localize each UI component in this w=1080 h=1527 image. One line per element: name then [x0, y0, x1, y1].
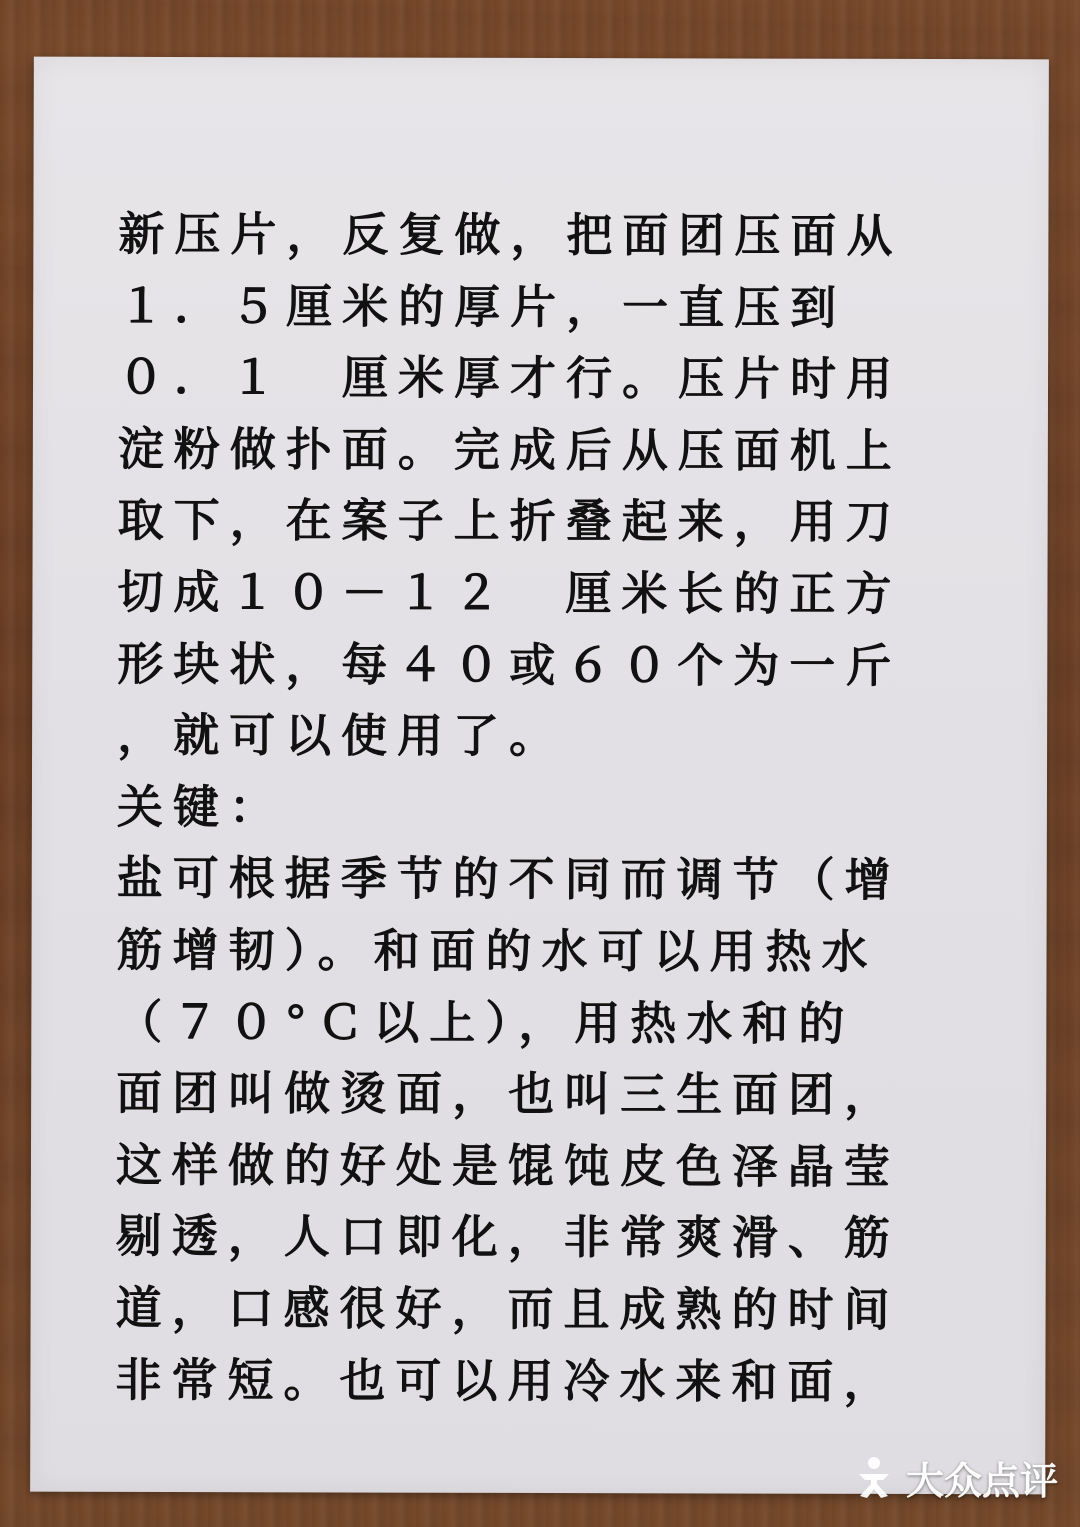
watermark-text: 大众点评: [905, 1459, 1058, 1503]
text-line: 淀粉做扑面。完成后从压面机上: [117, 421, 902, 478]
paper-sheet: [30, 57, 1049, 1495]
text-line: 剔透，人口即化，非常爽滑、筋: [115, 1209, 900, 1266]
text-line: 切成１０－１２ 厘米长的正方: [117, 564, 902, 621]
text-line: １．５厘米的厚片，一直压到: [118, 278, 847, 335]
text-line: （７０°Ｃ以上），用热水和的: [116, 994, 855, 1051]
text-line: 关键：: [116, 779, 285, 835]
text-line: 筋增韧）。和面的水可以用热水: [116, 922, 878, 979]
text-body: [115, 199, 978, 1418]
text-line: 取下，在案子上折叠起来，用刀: [117, 493, 902, 550]
watermark: [850, 1450, 1058, 1505]
text-line: 面团叫做烫面，也叫三生面团，: [116, 1066, 901, 1123]
text-line: 形块状，每４０或６０个为一斤: [117, 636, 902, 693]
dianping-logo-icon: [850, 1454, 898, 1502]
text-line: ０．１ 厘米厚才行。压片时用: [117, 350, 903, 407]
text-line: 这样做的好处是馄饨皮色泽晶莹: [115, 1137, 901, 1194]
text-line: 新压片，反复做，把面团压面从: [118, 206, 903, 263]
text-line: 盐可根据季节的不同而调节（增: [116, 851, 901, 908]
text-line: ，就可以使用了。: [117, 708, 566, 764]
text-line: 非常短。也可以用冷水来和面，: [115, 1352, 900, 1409]
text-line: 道，口感很好，而且成熟的时间: [115, 1280, 900, 1337]
